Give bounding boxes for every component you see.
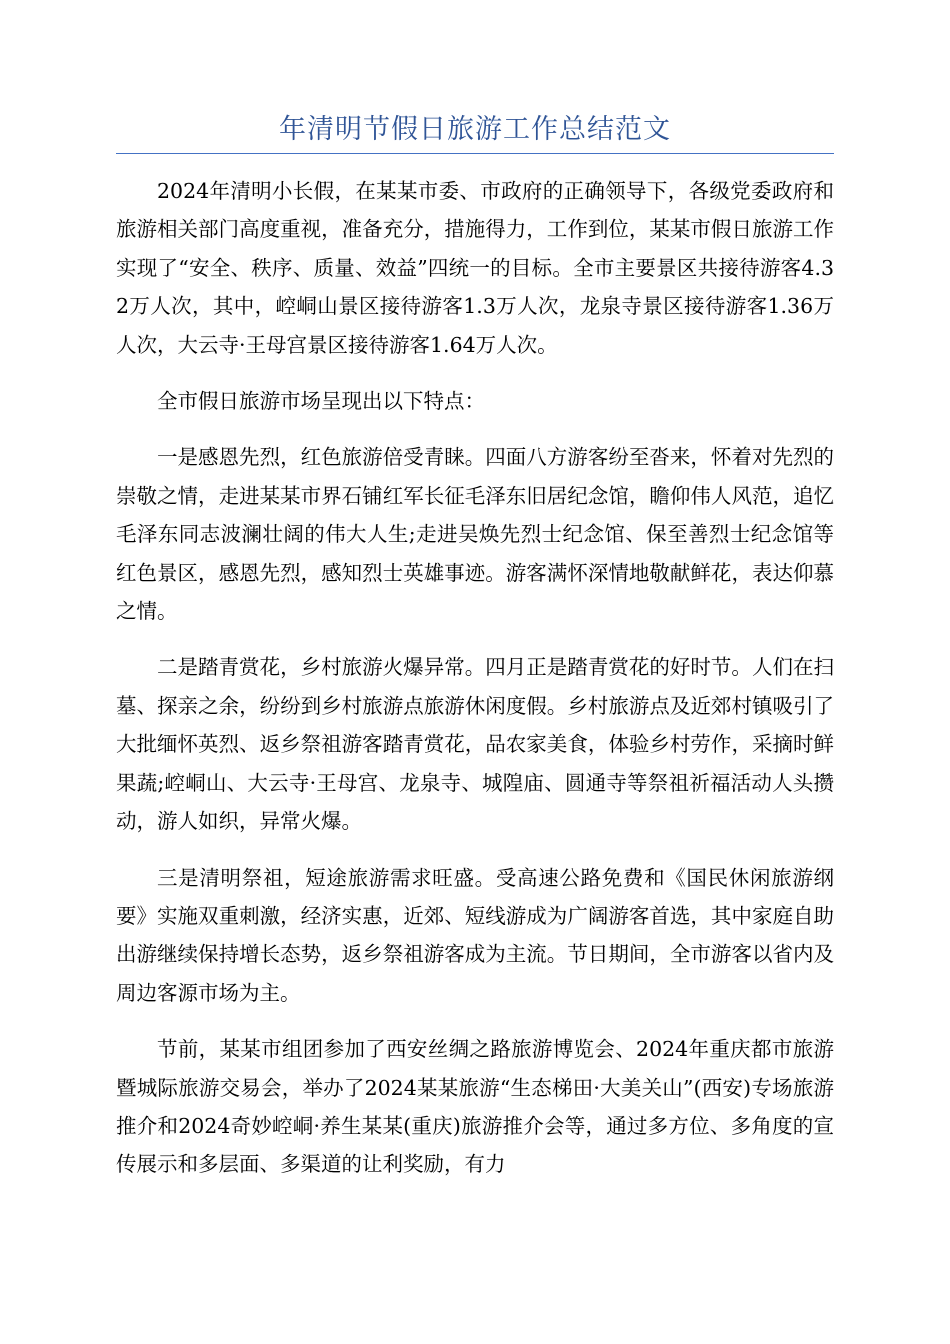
document-title: 年清明节假日旅游工作总结范文 — [279, 114, 671, 145]
paragraph-rural-tourism: 二是踏青赏花，乡村旅游火爆异常。四月正是踏青赏花的好时节。人们在扫墓、探亲之余，纷纷到乡村旅游点旅游休闲度假。乡村旅游点及近郊村镇吸引了大批缅怀英烈、返乡祭祖游客踏青赏花，品农家美食，体验乡村劳作，采摘时鲜果蔬;崆峒山、大云寺·王母宫、龙泉寺、城隍庙、圆通寺等祭祖祈福活动人头攒动，游人如织，异常火爆。 — [116, 655, 834, 834]
paragraph-short-trips: 三是清明祭祖，短途旅游需求旺盛。受高速公路免费和《国民休闲旅游纲要》实施双重刺激，经济实惠，近郊、短线游成为广阔游客首选，其中家庭自助出游继续保持增长态势，返乡祭祖游客成为主流。节日期间，全市游客以省内及周边客源市场为主。 — [116, 865, 834, 1005]
title-underline — [116, 153, 834, 154]
paragraph-red-tourism: 一是感恩先烈，红色旅游倍受青睐。四面八方游客纷至沓来，怀着对先烈的崇敬之情，走进某某市界石铺红军长征毛泽东旧居纪念馆，瞻仰伟人风范，追忆毛泽东同志波澜壮阔的伟大人生;走进吴焕先烈士纪念馆、保至善烈士纪念馆等红色景区，感恩先烈，感知烈士英雄事迹。游客满怀深情地敬献鲜花，表达仰慕之情。 — [116, 445, 834, 624]
paragraph-intro: 2024年清明小长假，在某某市委、市政府的正确领导下，各级党委政府和旅游相关部门高度重视，准备充分，措施得力，工作到位，某某市假日旅游工作实现了“安全、秩序、质量、效益”四统一的目标。全市主要景区共接待游客4.32万人次，其中，崆峒山景区接待游客1.3万人次，龙泉寺景区接待游客1.36万人次，大云寺·王母宫景区接待游客1.64万人次。 — [116, 179, 834, 357]
paragraph-features-lead: 全市假日旅游市场呈现出以下特点： — [157, 389, 485, 414]
paragraph-promotion: 节前，某某市组团参加了西安丝绸之路旅游博览会、2024年重庆都市旅游暨城际旅游交易会，举办了2024某某旅游“生态梯田·大美关山”(西安)专场旅游推介和2024奇妙崆峒·养生某某(重庆)旅游推介会等，通过多方位、多角度的宣传展示和多层面、多渠道的让利奖励，有力 — [116, 1037, 834, 1177]
document-body — [116, 172, 834, 1202]
